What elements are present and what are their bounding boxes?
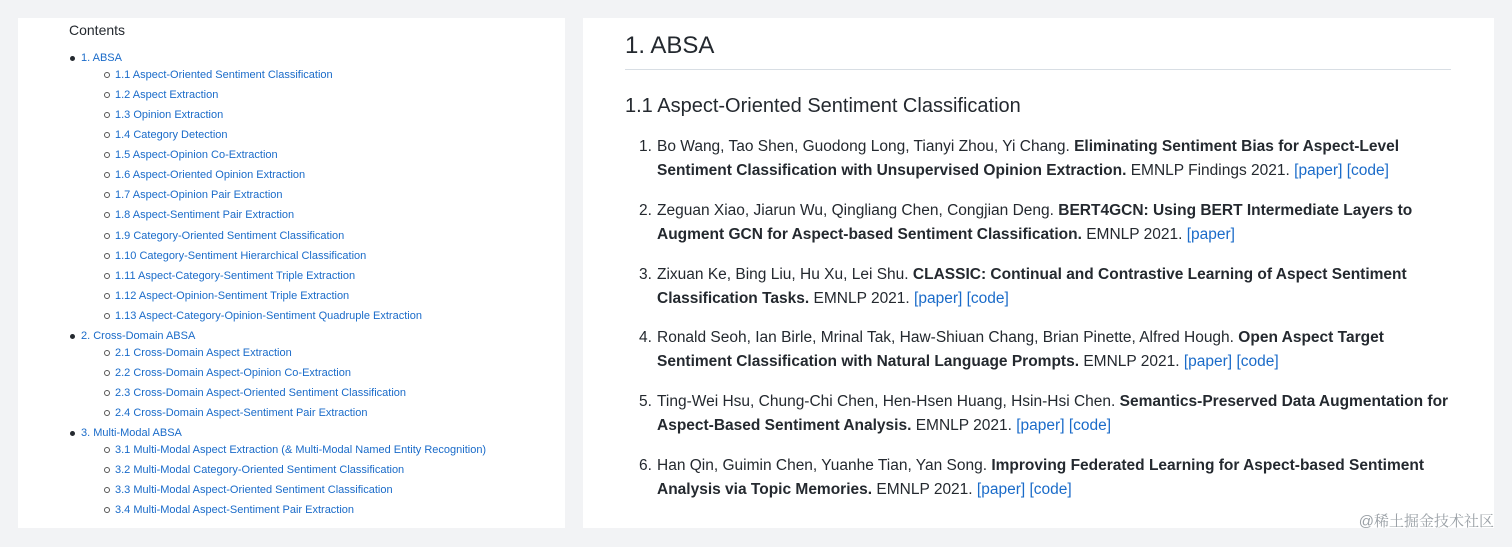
- reference-item: [639, 135, 1457, 183]
- code-link[interactable]: [code]: [1346, 162, 1389, 179]
- circle-bullet-icon: [104, 390, 110, 396]
- reference-venue: EMNLP 2021.: [1086, 226, 1183, 243]
- reference-authors: Zeguan Xiao, Jiarun Wu, Qingliang Chen, Congjian Deng.: [657, 202, 1054, 219]
- toc-subsection-link[interactable]: 3.1 Multi-Modal Aspect Extraction (& Multi-Modal Named Entity Recognition): [115, 444, 487, 456]
- reference-authors: Bo Wang, Tao Shen, Guodong Long, Tianyi Zhou, Yi Chang.: [657, 138, 1070, 155]
- toc-subsection[interactable]: [115, 290, 349, 302]
- circle-bullet-icon: [104, 487, 110, 493]
- reference-authors: Ronald Seoh, Ian Birle, Mrinal Tak, Haw-Shiuan Chang, Brian Pinette, Alfred Hough.: [657, 329, 1234, 346]
- toc-subsection[interactable]: [115, 89, 218, 101]
- toc-subsection-link[interactable]: 3.4 Multi-Modal Aspect-Sentiment Pair Extraction: [115, 504, 355, 517]
- toc-subsection[interactable]: [115, 504, 354, 516]
- paper-link[interactable]: [paper]: [1294, 162, 1343, 179]
- toc-subsection[interactable]: [115, 109, 223, 121]
- reference-venue: EMNLP Findings 2021.: [1130, 162, 1290, 179]
- bullet-icon: [70, 334, 75, 339]
- reference-list: [583, 18, 1494, 528]
- toc-subsection[interactable]: [115, 310, 422, 322]
- circle-bullet-icon: [104, 233, 110, 239]
- reference-title: Improving Federated Learning for Aspect-based Sentiment Analysis via Topic Memories.: [657, 457, 1424, 498]
- reference-number: 2.: [639, 202, 652, 219]
- reference-item: [639, 454, 1457, 502]
- toc-subsection-link[interactable]: 1.11 Aspect-Category-Sentiment Triple Extraction: [115, 269, 356, 282]
- toc-subsection[interactable]: [115, 230, 344, 242]
- paper-link[interactable]: [paper]: [1186, 226, 1235, 243]
- toc-subsection-link[interactable]: 2.2 Cross-Domain Aspect-Opinion Co-Extraction: [115, 367, 351, 380]
- toc-subsection-link[interactable]: 1.1 Aspect-Oriented Sentiment Classification: [115, 69, 333, 81]
- toc-subsection-link[interactable]: 3.2 Multi-Modal Category-Oriented Sentiment Classification: [115, 464, 405, 477]
- circle-bullet-icon: [104, 293, 110, 299]
- reference-venue: EMNLP 2021.: [813, 290, 910, 307]
- code-link[interactable]: [code]: [1236, 353, 1279, 370]
- toc-subsection-link[interactable]: 2.4 Cross-Domain Aspect-Sentiment Pair Extraction: [115, 407, 368, 420]
- toc-section[interactable]: [81, 52, 122, 64]
- paper-link[interactable]: [paper]: [1183, 353, 1233, 370]
- toc-subsection[interactable]: [115, 189, 283, 201]
- circle-bullet-icon: [104, 273, 110, 279]
- circle-bullet-icon: [104, 410, 110, 416]
- circle-bullet-icon: [104, 212, 110, 218]
- reference-item: [639, 263, 1457, 311]
- reference-item: [639, 326, 1457, 374]
- circle-bullet-icon: [104, 132, 110, 138]
- circle-bullet-icon: [104, 112, 110, 118]
- code-link[interactable]: [code]: [1029, 481, 1072, 498]
- paper-link[interactable]: [paper]: [1016, 417, 1065, 434]
- toc-subsection[interactable]: [115, 149, 278, 161]
- bullet-icon: [70, 431, 75, 436]
- toc-subsection-link[interactable]: 1.8 Aspect-Sentiment Pair Extraction: [115, 209, 295, 222]
- reference-venue: EMNLP 2021.: [915, 417, 1012, 434]
- toc-subsection[interactable]: [115, 209, 294, 221]
- toc-subsection[interactable]: [115, 169, 305, 181]
- reference-venue: EMNLP 2021.: [876, 481, 973, 498]
- code-link[interactable]: [code]: [1068, 417, 1112, 434]
- circle-bullet-icon: [104, 313, 110, 319]
- reference-title: CLASSIC: Continual and Contrastive Learning of Aspect Sentiment Classification Tasks.: [657, 266, 1407, 307]
- toc-section-link[interactable]: 3. Multi-Modal ABSA: [81, 427, 182, 439]
- toc-subsection-link[interactable]: 1.9 Category-Oriented Sentiment Classification: [115, 229, 345, 242]
- toc-subsection-link[interactable]: 1.4 Category Detection: [115, 129, 228, 142]
- toc-subsection-link[interactable]: 1.7 Aspect-Opinion Pair Extraction: [115, 189, 283, 202]
- circle-bullet-icon: [104, 172, 110, 178]
- toc-subsection[interactable]: [115, 444, 486, 456]
- reference-number: 3.: [639, 266, 652, 283]
- toc-subsection[interactable]: [115, 270, 355, 282]
- circle-bullet-icon: [104, 447, 110, 453]
- toc-subsection-link[interactable]: 1.10 Category-Sentiment Hierarchical Classification: [115, 249, 367, 262]
- circle-bullet-icon: [104, 370, 110, 376]
- toc-subsection[interactable]: [115, 347, 292, 359]
- section-heading: 1. ABSA: [625, 32, 715, 59]
- circle-bullet-icon: [104, 192, 110, 198]
- toc-section-link[interactable]: 1. ABSA: [81, 52, 122, 64]
- circle-bullet-icon: [104, 152, 110, 158]
- toc-subsection-link[interactable]: 3.3 Multi-Modal Aspect-Oriented Sentiment Classification: [115, 484, 393, 497]
- toc-subsection[interactable]: [115, 250, 366, 262]
- circle-bullet-icon: [104, 507, 110, 513]
- toc-panel: [18, 18, 565, 528]
- code-link[interactable]: [code]: [966, 290, 1009, 307]
- toc-subsection[interactable]: [115, 387, 406, 399]
- circle-bullet-icon: [104, 253, 110, 259]
- toc-subsection-link[interactable]: 1.13 Aspect-Category-Opinion-Sentiment Quadruple Extraction: [115, 309, 422, 322]
- circle-bullet-icon: [104, 92, 110, 98]
- reference-number: 6.: [639, 457, 652, 474]
- reference-title: Semantics-Preserved Data Augmentation for Aspect-Based Sentiment Analysis.: [657, 393, 1449, 434]
- toc-section[interactable]: [81, 330, 195, 342]
- reference-number: 5.: [639, 393, 652, 410]
- toc-list: [18, 18, 565, 528]
- toc-subsection[interactable]: [115, 407, 368, 419]
- watermark: @稀土掘金技术社区: [1358, 513, 1494, 530]
- toc-subsection-link[interactable]: 2.1 Cross-Domain Aspect Extraction: [115, 347, 292, 359]
- toc-subsection-link[interactable]: 1.12 Aspect-Opinion-Sentiment Triple Extraction: [115, 289, 350, 302]
- reference-venue: EMNLP 2021.: [1083, 353, 1180, 370]
- toc-section-link[interactable]: 2. Cross-Domain ABSA: [81, 330, 196, 342]
- reference-authors: Zixuan Ke, Bing Liu, Hu Xu, Lei Shu.: [657, 266, 909, 283]
- toc-subsection[interactable]: [115, 464, 404, 476]
- reference-title: Eliminating Sentiment Bias for Aspect-Level Sentiment Classification with Unsupervised Opinion Extraction.: [657, 138, 1400, 179]
- reference-item: [639, 199, 1457, 247]
- toc-subsection[interactable]: [115, 367, 351, 379]
- circle-bullet-icon: [104, 72, 110, 78]
- toc-subsection-link[interactable]: 2.3 Cross-Domain Aspect-Oriented Sentiment Classification: [115, 387, 407, 400]
- content-panel: [583, 18, 1494, 528]
- paper-link[interactable]: [paper]: [976, 481, 1026, 498]
- reference-number: 1.: [639, 138, 652, 155]
- circle-bullet-icon: [104, 467, 110, 473]
- toc-subsection[interactable]: [115, 484, 393, 496]
- paper-link[interactable]: [paper]: [914, 290, 963, 307]
- reference-item: [639, 390, 1457, 438]
- toc-subsection-link[interactable]: 1.2 Aspect Extraction: [115, 89, 219, 102]
- reference-title: BERT4GCN: Using BERT Intermediate Layers to Augment GCN for Aspect-based Sentiment Classification.: [657, 202, 1413, 243]
- toc-subsection-link[interactable]: 1.6 Aspect-Oriented Opinion Extraction: [115, 169, 306, 182]
- toc-subsection-link[interactable]: 1.3 Opinion Extraction: [115, 109, 224, 122]
- reference-title: Open Aspect Target Sentiment Classification with Natural Language Prompts.: [657, 329, 1384, 370]
- toc-title: Contents: [69, 22, 126, 38]
- reference-number: 4.: [639, 329, 652, 346]
- toc-subsection[interactable]: [115, 69, 333, 81]
- toc-subsection[interactable]: [115, 129, 228, 141]
- subsection-heading: 1.1 Aspect-Oriented Sentiment Classification: [625, 95, 1021, 117]
- toc-section[interactable]: [81, 427, 182, 439]
- reference-authors: Han Qin, Guimin Chen, Yuanhe Tian, Yan Song.: [657, 457, 988, 474]
- toc-subsection-link[interactable]: 1.5 Aspect-Opinion Co-Extraction: [115, 149, 278, 162]
- reference-authors: Ting-Wei Hsu, Chung-Chi Chen, Hen-Hsen Huang, Hsin-Hsi Chen.: [657, 393, 1116, 410]
- circle-bullet-icon: [104, 350, 110, 356]
- bullet-icon: [70, 56, 75, 61]
